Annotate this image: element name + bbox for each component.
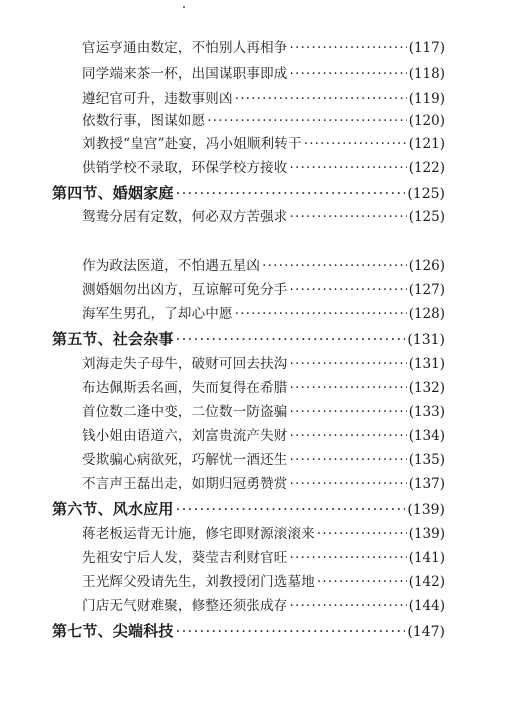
dot-leader xyxy=(176,620,406,642)
toc-entry-page: (121) xyxy=(408,136,445,152)
toc-entry-title: 供销学校不录取，环保学校方接收 xyxy=(82,160,288,176)
toc-entry-page: (134) xyxy=(408,428,445,444)
toc-section-heading xyxy=(52,182,445,204)
dot-leader xyxy=(207,111,406,131)
toc-entry-title: 依数行事，图谋如愿 xyxy=(82,113,206,129)
toc-entry xyxy=(82,378,445,398)
toc-entry-title: 刘海走失子母牛，破财可回去扶沟 xyxy=(82,356,288,372)
toc-entry-page: (119) xyxy=(408,91,445,107)
dot-leader xyxy=(290,280,407,300)
toc-section-heading xyxy=(52,498,445,520)
toc-entry-page: (128) xyxy=(408,306,445,322)
toc-entry xyxy=(82,474,445,494)
toc-entry-title: 同学端来茶一杯，出国谋职事即成 xyxy=(82,66,288,82)
dot-leader xyxy=(235,89,407,109)
toc-entry-page: (125) xyxy=(408,209,445,225)
dot-leader xyxy=(317,524,407,544)
dot-leader xyxy=(290,64,407,84)
toc-entry-title: 先祖安宁后人发，葵莹吉利财官旺 xyxy=(82,550,288,566)
dot-leader xyxy=(290,548,407,568)
toc-section-heading xyxy=(52,328,445,350)
toc-entry-title: 遵纪官可升，违数事则凶 xyxy=(82,91,233,107)
toc-entry-title: 王光辉父殁请先生，刘教授闭门选墓地 xyxy=(82,574,315,590)
toc-entry-page: (122) xyxy=(408,160,445,176)
toc-section-page: (131) xyxy=(407,332,445,348)
toc-entry xyxy=(82,402,445,422)
dot-leader xyxy=(176,328,406,350)
toc-entry-title: 钱小姐由语道六，刘富贵流产失财 xyxy=(82,428,288,444)
toc-entry-page: (126) xyxy=(408,258,445,274)
toc-entry-title: 官运亨通由数定，不怕别人再相争 xyxy=(82,40,288,56)
toc-section-heading xyxy=(52,620,445,642)
toc-entry-title: 首位数二逢中变，二位数一防盗骗 xyxy=(82,404,288,420)
toc-entry xyxy=(82,572,445,592)
dot-leader xyxy=(290,207,407,227)
toc-entry xyxy=(82,548,445,568)
toc-entry-title: 海军生男孔，了却心中愿 xyxy=(82,306,233,322)
toc-entry xyxy=(82,207,445,227)
toc-entry xyxy=(82,256,445,276)
dot-leader xyxy=(235,304,407,324)
toc-entry-page: (135) xyxy=(408,452,445,468)
toc-entry-page: (127) xyxy=(408,282,445,298)
dot-leader xyxy=(290,596,407,616)
toc-entry-page: (141) xyxy=(408,550,445,566)
toc-section-page: (147) xyxy=(407,624,445,640)
toc-section-title: 第六节、风水应用 xyxy=(52,500,174,518)
dot-leader xyxy=(262,256,407,276)
toc-entry xyxy=(82,450,445,470)
dot-leader xyxy=(176,182,406,204)
dot-leader xyxy=(290,378,407,398)
toc-entry xyxy=(82,354,445,374)
toc-entry xyxy=(82,89,445,109)
scan-mark xyxy=(183,6,185,8)
toc-entry xyxy=(82,596,445,616)
toc-entry xyxy=(82,38,445,58)
toc-entry-page: (142) xyxy=(408,574,445,590)
toc-entry xyxy=(82,280,445,300)
toc-entry-title: 受欺骗心病欲死，巧解忧一酒还生 xyxy=(82,452,288,468)
toc-entry-page: (133) xyxy=(408,404,445,420)
toc-entry-page: (132) xyxy=(408,380,445,396)
dot-leader xyxy=(290,474,407,494)
toc-entry-page: (117) xyxy=(408,40,445,56)
dot-leader xyxy=(304,134,407,154)
toc-entry-title: 布达佩斯丢名画，失而复得在希腊 xyxy=(82,380,288,396)
dot-leader xyxy=(176,498,406,520)
toc-entry-title: 不言声王磊出走，如期归冠勇赞赏 xyxy=(82,476,288,492)
toc-entry-page: (139) xyxy=(408,526,445,542)
toc-entry xyxy=(82,111,445,131)
dot-leader xyxy=(290,158,407,178)
toc-entry xyxy=(82,64,445,84)
toc-section-title: 第七节、尖端科技 xyxy=(52,622,174,640)
toc-entry xyxy=(82,426,445,446)
toc-section-title: 第四节、婚姻家庭 xyxy=(52,184,174,202)
toc-entry-page: (120) xyxy=(408,113,445,129)
toc-entry-page: (137) xyxy=(408,476,445,492)
toc-entry-title: 作为政法医道，不怕遇五星凶 xyxy=(82,258,261,274)
dot-leader xyxy=(317,572,407,592)
toc-section-page: (125) xyxy=(407,186,445,202)
toc-entry xyxy=(82,524,445,544)
dot-leader xyxy=(290,450,407,470)
toc-entry-page: (118) xyxy=(408,66,445,82)
toc-entry-title: 鸳鸯分居有定数，何必双方苦强求 xyxy=(82,209,288,225)
toc-entry-page: (131) xyxy=(408,356,445,372)
toc-section-page: (139) xyxy=(407,502,445,518)
dot-leader xyxy=(290,426,407,446)
dot-leader xyxy=(290,38,407,58)
toc-entry-title: 蒋老板运背无计施，修宅即财源滚滚来 xyxy=(82,526,315,542)
toc-entry-title: 刘教授“皇宫”赴宴，冯小姐顺利转干 xyxy=(82,136,302,152)
dot-leader xyxy=(290,354,407,374)
toc-section-title: 第五节、社会杂事 xyxy=(52,330,174,348)
toc-entry xyxy=(82,158,445,178)
dot-leader xyxy=(290,402,407,422)
toc-entry xyxy=(82,134,445,154)
toc-entry-page: (144) xyxy=(408,598,445,614)
toc-entry xyxy=(82,304,445,324)
toc-entry-title: 门店无气财难聚，修整还须张成存 xyxy=(82,598,288,614)
toc-entry-title: 测婚姻勿出凶方，互谅解可免分手 xyxy=(82,282,288,298)
